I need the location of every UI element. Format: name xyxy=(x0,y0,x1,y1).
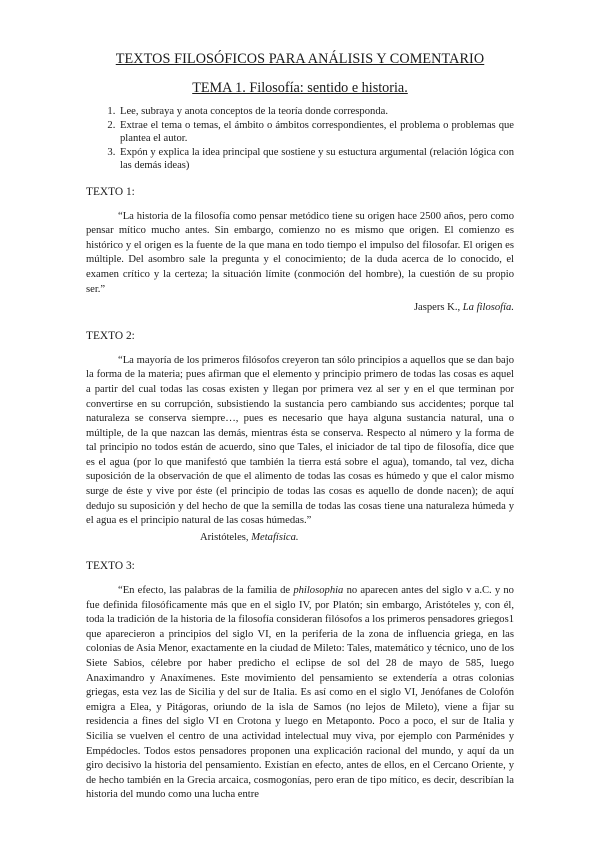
texto2-citation xyxy=(86,531,514,546)
topic-title xyxy=(86,79,514,97)
texto1-author: Jaspers K., xyxy=(413,302,463,314)
texto3-label: TEXTO 3: xyxy=(86,560,135,573)
texto1-body: “La historia de la filosofía como pensar metódico tiene su origen hace 2500 años, pero como pensar mítico mucho antes. Sin embargo, comienzo no es mismo que origen. El comienzo es histórico y el origen es la fuente de la que mana en todo tiempo el impulso del filosofar. El origen es múltiple. Del asombro sale la pregunta y el conocimiento; de la duda acerca de lo conocido, el examen crítico y la certeza; la situación límite (conmoción del hombre), la cuestión de su propio ser.” xyxy=(86,210,514,295)
texto2-label: TEXTO 2: xyxy=(86,330,135,343)
texto3-body-rest: no aparecen antes del siglo v a.C. y no fue definida filosóficamente más que en el siglo IV, por Platón; sin embargo, Aristóteles y, con él, toda la tradición de la historia de la filosofía consideran filósofos a los primeros pensadores griegos1 que aparecieron a principios del siglo VI, en la periferia de la zona de influencia griega, en las colonias de Asia Menor, exactamente en la ciudad de Mileto: Tales, matemático y técnico, uno de los Siete Sabios, célebre por haber predicho el eclipse de sol del 28 de mayo de 585, luego Anaximandro y Anaxímenes. Este movimiento del pensamiento se extendería a otras colonias griegas, esta vez las de Sicilia y del sur de Italia. Es así como en el siglo VI, Jenófanes de Colofón emigra a Elea, y Pitágoras, oriundo de la isla de Samos (no lejos de Mileto), viene a fijar su residencia a fines del siglo VI en Crotona y luego en Metaponto. Poco a poco, el sur de Italia y Sicilia se vuelven el centro de una actividad intelectual muy viva, por ejemplo con Parménides y Empédocles. Todos estos pensadores proponen una explicación racional del mundo, y aquí da un giro decisivo la historia del pensamiento. Existían en efecto, antes de ellos, en el Cercano Oriente, y de hecho también en la Grecia arcaica, cosmogonías, pero eran de tipo mítico, es decir, describían la historia del mundo como una lucha entre xyxy=(86,585,514,801)
texto1-citation xyxy=(86,301,514,315)
texto2-body: “La mayoría de los primeros filósofos creyeron tan sólo principios a aquellos que se dan bajo la forma de la materia; pues afirman que el elemento y principio primero de todas las cosas es aquel a partir del cual todas las cosas existen y llegan por primera vez al ser y en el que terminan por convertirse en su corrupción, subsistiendo la sustancia pero cambiando sus accidentes; porque tal naturaleza se conserva siempre…, pues es necesario que haya alguna sustancia natural, una o múltiple, de la que nazcan las demás, mientras ésta se conserva. Respecto al número y la forma de tal principio no todos están de acuerdo, sino que Tales, el iniciador de tal tipo de filosofía, dice que es el agua (por lo que manifestó que también la tierra está sobre el agua), tomando, tal vez, dicha suposición de la observación de que el alimento de todas las cosas es húmedo y que el calor mismo surge de éste y vive por éste (el principio de todas las cosas es aquello de donde nacen); de aquí dedujo su suposición y del hecho de que la semilla de todas las cosas tiene una naturaleza húmeda y el agua es el principio natural de las cosas húmedas.” xyxy=(86,354,514,527)
document-title: TEXTOS FILOSÓFICOS PARA ANÁLISIS Y COMENTARIO xyxy=(115,51,485,67)
texto1-work: La filosofía. xyxy=(462,302,514,314)
texto1-label: TEXTO 1: xyxy=(86,185,135,198)
topic-title-text: TEMA 1. Filosofía: sentido e historia. xyxy=(192,80,408,96)
instructions-list xyxy=(86,105,514,173)
texto3-body-start: “En efecto, las palabras de la familia de xyxy=(118,585,294,597)
texto3-body-term: philosophia xyxy=(293,585,344,597)
texto2-author: Aristóteles, xyxy=(200,531,252,543)
instruction-item: 1. Lee, subraya y anota conceptos de la teoría donde corresponda. xyxy=(118,105,514,119)
texto2-work: Metafísica. xyxy=(251,531,299,543)
instruction-item: 3. Expón y explica la idea principal que sostiene y su estuctura argumental (relación lógica con las demás ideas) xyxy=(118,146,514,173)
texto3-body xyxy=(86,584,514,803)
instruction-item: 2. Extrae el tema o temas, el ámbito o ámbitos correspondientes, el problema o problemas que plantea el autor. xyxy=(118,119,514,146)
